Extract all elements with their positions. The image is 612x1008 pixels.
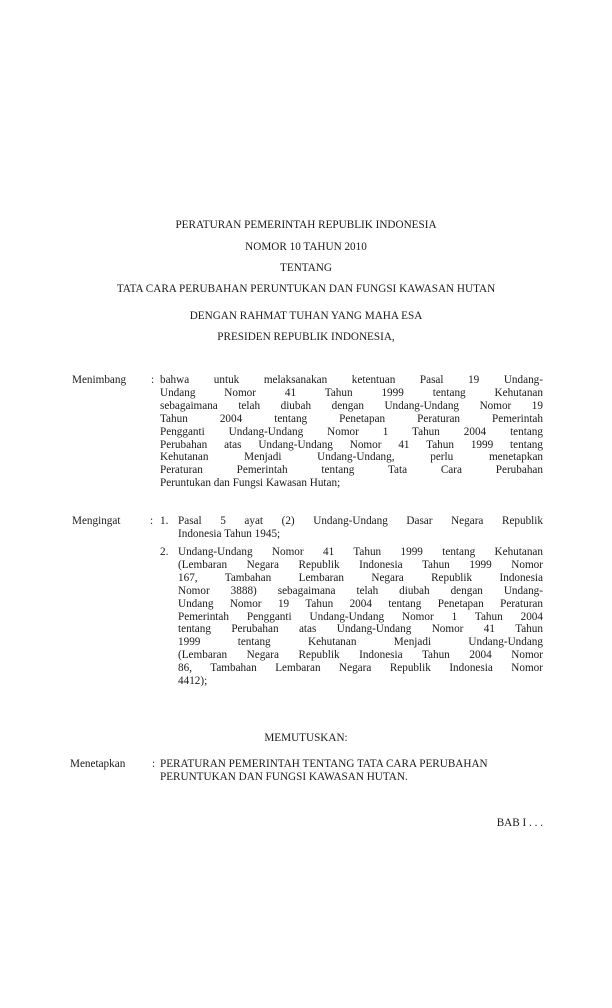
text-line: Kehutanan Menjadi Undang-Undang, perlu menetapkan	[160, 451, 543, 464]
memutuskan-heading: MEMUTUSKAN:	[264, 732, 348, 744]
text-line: Undang Nomor 19 Tahun 2004 tentang Penetapan Peraturan	[178, 597, 543, 610]
text-line: bahwa untuk melaksanakan ketentuan Pasal 19 Undang-	[160, 374, 543, 386]
text-line: Nomor 3888) sebagaimana telah diubah dengan Undang-	[178, 584, 543, 597]
text-line: 4412);	[178, 675, 208, 688]
regulation-title: PERATURAN PEMERINTAH REPUBLIK INDONESIA	[175, 219, 437, 231]
menimbang-label: Menimbang	[72, 374, 127, 386]
text-line: 167, Tambahan Lembaran Negara Republik Indonesia	[178, 571, 543, 584]
text-line: Indonesia Tahun 1945;	[178, 527, 281, 540]
mengingat-colon: :	[150, 515, 154, 527]
text-line: tentang Perubahan atas Undang-Undang Nomor 41 Tahun	[178, 623, 543, 636]
text-line: Pemerintah Pengganti Undang-Undang Nomor 1 Tahun 2004	[178, 610, 543, 623]
text-line: Undang-Undang Nomor 41 Tahun 1999 tentang Kehutanan	[178, 546, 543, 558]
list-text	[178, 546, 543, 688]
menetapkan-colon: :	[152, 758, 156, 770]
president-line: PRESIDEN REPUBLIK INDONESIA,	[217, 331, 395, 343]
list-number: 1.	[160, 515, 169, 527]
text-line: (Lembaran Negara Republik Indonesia Tahun 2004 Nomor	[178, 649, 543, 662]
text-line: Tahun 2004 tentang Penetapan Peraturan Pemerintah	[160, 412, 543, 425]
mengingat-label: Mengingat	[72, 515, 121, 527]
text-line: 1999 tentang Kehutanan Menjadi Undang-Undang	[178, 636, 543, 649]
regulation-about-label: TENTANG	[280, 262, 332, 274]
text-line: PERATURAN PEMERINTAH TENTANG TATA CARA PERUBAHAN	[160, 758, 488, 770]
text-line: (Lembaran Negara Republik Indonesia Tahun 1999 Nomor	[178, 558, 543, 571]
text-line: sebagaimana telah diubah dengan Undang-Undang Nomor 19	[160, 399, 543, 412]
text-line: PERUNTUKAN DAN FUNGSI KAWASAN HUTAN.	[160, 770, 408, 783]
text-line: Peraturan Pemerintah tentang Tata Cara Perubahan	[160, 464, 543, 477]
menetapkan-label: Menetapkan	[70, 758, 126, 770]
text-line: Pengganti Undang-Undang Nomor 1 Tahun 2004 tentang	[160, 425, 543, 438]
regulation-number: NOMOR 10 TAHUN 2010	[245, 241, 367, 253]
text-line: 86, Tambahan Lembaran Negara Republik Indonesia Nomor	[178, 662, 543, 675]
menimbang-colon: :	[151, 374, 155, 386]
list-number: 2.	[160, 546, 169, 558]
next-page-marker: BAB I . . .	[496, 817, 543, 829]
text-line: Undang Nomor 41 Tahun 1999 tentang Kehutanan	[160, 386, 543, 399]
menetapkan-text	[160, 758, 543, 784]
invocation-line: DENGAN RAHMAT TUHAN YANG MAHA ESA	[189, 310, 423, 322]
text-line: Perubahan atas Undang-Undang Nomor 41 Tahun 1999 tentang	[160, 438, 543, 451]
menimbang-text	[160, 374, 543, 490]
regulation-subject: TATA CARA PERUBAHAN PERUNTUKAN DAN FUNGSI KAWASAN HUTAN	[116, 283, 496, 295]
text-line: Peruntukan dan Fungsi Kawasan Hutan;	[160, 477, 341, 490]
text-line: Pasal 5 ayat (2) Undang-Undang Dasar Negara Republik	[178, 515, 543, 527]
list-text	[178, 515, 543, 541]
